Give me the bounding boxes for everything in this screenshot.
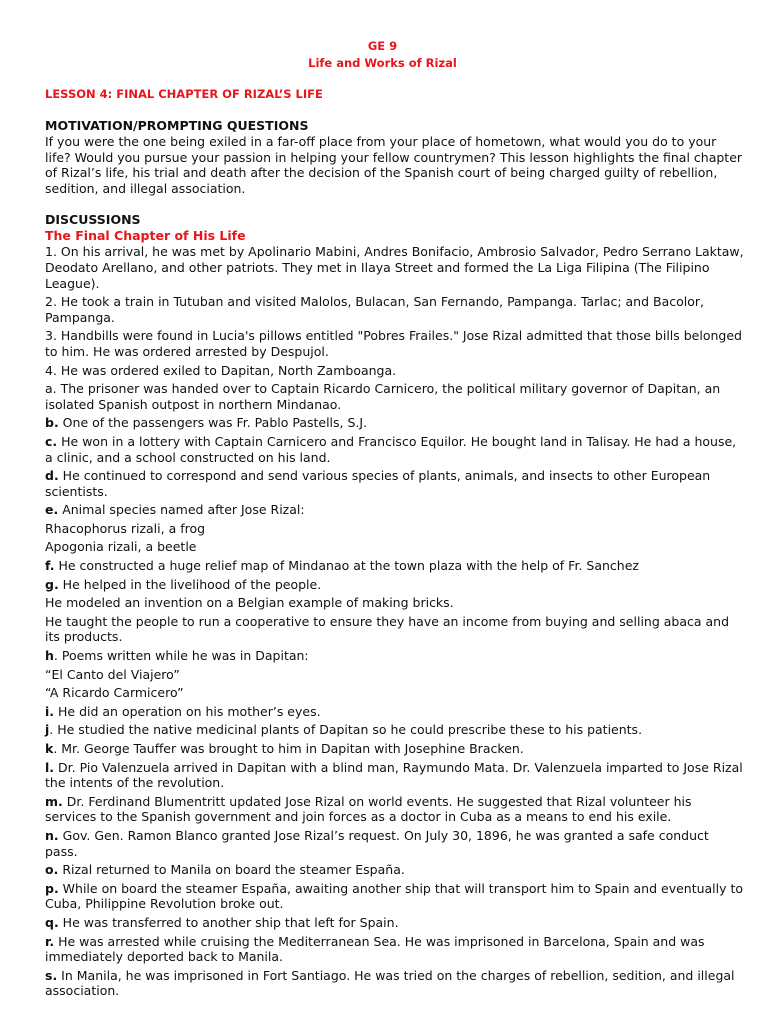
list-item-label: g. (45, 576, 59, 592)
list-item-label: q. (45, 914, 59, 930)
list-item (45, 828, 744, 859)
list-item-text: While on board the steamer España, awaiting another ship that will transport him to Spain and eventually to Cuba, Philippine Revolution broke out. (45, 880, 744, 912)
list-item (45, 722, 744, 738)
list-item-label: h (45, 648, 54, 664)
motivation-paragraph: If you were the one being exiled in a far-off place from your place of hometown, what would you do to your life? Would you pursue your passion in helping your fellow countrymen? This lesson highlights the final chapter of Rizal’s life, his trial and death after the decision of the Spanish court of being charged guilty of rebellion, sedition, and illegal association. (45, 134, 743, 196)
list-item-label: n. (45, 827, 59, 843)
list-item-text: a. The prisoner was handed over to Captain Ricardo Carnicero, the political military governor of Dapitan, an isolated Spanish outpost in northern Mindanao. (45, 381, 721, 412)
list-item (45, 595, 744, 611)
list-item (45, 468, 744, 499)
discussions-heading: DISCUSSIONS (45, 212, 141, 228)
list-item-label: c. (45, 433, 58, 449)
list-item (45, 760, 744, 791)
list-item-text: 1. On his arrival, he was met by Apolinario Mabini, Andres Bonifacio, Ambrosio Salvador, Pedro Serrano Laktaw, Deodato Arellano, and other patriots. They met in Ilaya Street and formed the La Liga Filipina (The Filipino League). (45, 244, 744, 291)
list-item-label: i. (45, 703, 55, 719)
list-item-text: Dr. Pio Valenzuela arrived in Dapitan with a blind man, Raymundo Mata. Dr. Valenzuela imparted to Jose Rizal the intents of the revolution. (45, 759, 743, 791)
list-item-text: He won in a lottery with Captain Carnicero and Francisco Equilor. He bought land in Talisay. He had a house, a clinic, and a school constructed on his land. (45, 433, 737, 465)
list-item-label: d. (45, 468, 59, 484)
list-item-text: . Mr. George Tauffer was brought to him in Dapitan with Josephine Bracken. (53, 741, 524, 756)
list-item-text: He taught the people to run a cooperative to ensure they have an income from buying and selling abaca and its products. (45, 613, 730, 645)
list-item-text: He helped in the livelihood of the people. (58, 576, 322, 592)
motivation-heading: MOTIVATION/PROMPTING QUESTIONS (45, 118, 309, 133)
list-item-text: 3. Handbills were found in Lucia's pillows entitled "Pobres Frailes." Jose Rizal admitted that those bills belonged to him. He was ordered arrested by Despujol. (45, 328, 742, 359)
list-item (45, 577, 744, 593)
lesson-title: LESSON 4: FINAL CHAPTER OF RIZAL’S LIFE (45, 87, 323, 101)
list-item (45, 539, 744, 555)
list-item-text: Animal species named after Jose Rizal: (58, 502, 305, 518)
list-item (45, 415, 744, 431)
list-item (45, 862, 744, 878)
list-item (45, 648, 744, 664)
list-item (45, 968, 744, 999)
list-item (45, 704, 744, 720)
list-item (45, 794, 744, 825)
list-item-text: He modeled an invention on a Belgian example of making bricks. (45, 595, 454, 611)
list-item (45, 614, 744, 645)
list-item-label: b. (45, 415, 59, 431)
list-item-label: l. (45, 759, 55, 775)
list-item-text: He did an operation on his mother’s eyes. (54, 703, 321, 719)
course-subject: Life and Works of Rizal (308, 56, 457, 70)
list-item-text: Rizal returned to Manila on board the steamer España. (58, 862, 405, 878)
list-item-text: In Manila, he was imprisoned in Fort Santiago. He was tried on the charges of rebellion, sedition, and illegal association. (45, 967, 735, 999)
list-item-text: Apogonia rizali, a beetle (45, 539, 197, 555)
list-item (45, 558, 744, 574)
list-item-text: . He studied the native medicinal plants of Dapitan so he could prescribe these to his patients. (49, 722, 643, 738)
list-item-text: “El Canto del Viajero” (45, 666, 180, 682)
list-item (45, 294, 744, 325)
list-item-label: s. (45, 967, 58, 983)
list-item-label: e. (45, 502, 59, 518)
list-item (45, 381, 744, 412)
course-code: GE 9 (367, 39, 398, 53)
list-item-text: One of the passengers was Fr. Pablo Pastells, S.J. (58, 415, 368, 431)
list-item (45, 521, 744, 537)
list-item-text: “A Ricardo Carmicero” (45, 685, 184, 701)
list-item-label: k (45, 741, 54, 756)
list-item (45, 934, 744, 965)
list-item (45, 881, 744, 912)
list-item (45, 244, 744, 291)
list-item-text: Dr. Ferdinand Blumentritt updated Jose Rizal on world events. He suggested that Rizal volunteer his services to the Spanish government and join forces as a doctor in Cuba as a means to end his exile. (45, 793, 692, 825)
list-item (45, 667, 744, 683)
list-item-text: He was transferred to another ship that left for Spain. (58, 914, 399, 930)
list-item-label: p. (45, 880, 59, 896)
list-item-text: Gov. Gen. Ramon Blanco granted Jose Rizal’s request. On July 30, 1896, he was granted a safe conduct pass. (45, 827, 709, 859)
list-item-text: He constructed a huge relief map of Mindanao at the town plaza with the help of Fr. Sanchez (54, 558, 639, 574)
list-item-label: o. (45, 862, 59, 878)
list-item-text: He continued to correspond and send various species of plants, animals, and insects to other European scientists. (45, 468, 711, 499)
list-item-label: r. (45, 933, 55, 949)
list-item (45, 328, 744, 359)
list-item (45, 685, 744, 701)
list-item-label: m. (45, 793, 63, 809)
list-item-text: . Poems written while he was in Dapitan: (53, 648, 309, 664)
list-item (45, 502, 744, 518)
list-item-text: 2. He took a train in Tutuban and visited Malolos, Bulacan, San Fernando, Pampanga. Tarlac; and Bacolor, Pampanga. (45, 294, 704, 325)
list-item-text: Rhacophorus rizali, a frog (45, 520, 206, 536)
list-item (45, 741, 744, 757)
list-item-text: He was arrested while cruising the Mediterranean Sea. He was imprisoned in Barcelona, Spain and was immediately deported back to Manila. (45, 933, 705, 965)
list-item-label: j (45, 722, 50, 738)
discussions-subtitle: The Final Chapter of His Life (45, 228, 246, 244)
list-item-text: 4. He was ordered exiled to Dapitan, North Zamboanga. (45, 362, 397, 378)
list-item (45, 915, 744, 931)
list-item (45, 363, 744, 379)
list-item (45, 434, 744, 465)
discussion-list (45, 244, 744, 999)
list-item-label: f. (45, 558, 55, 574)
